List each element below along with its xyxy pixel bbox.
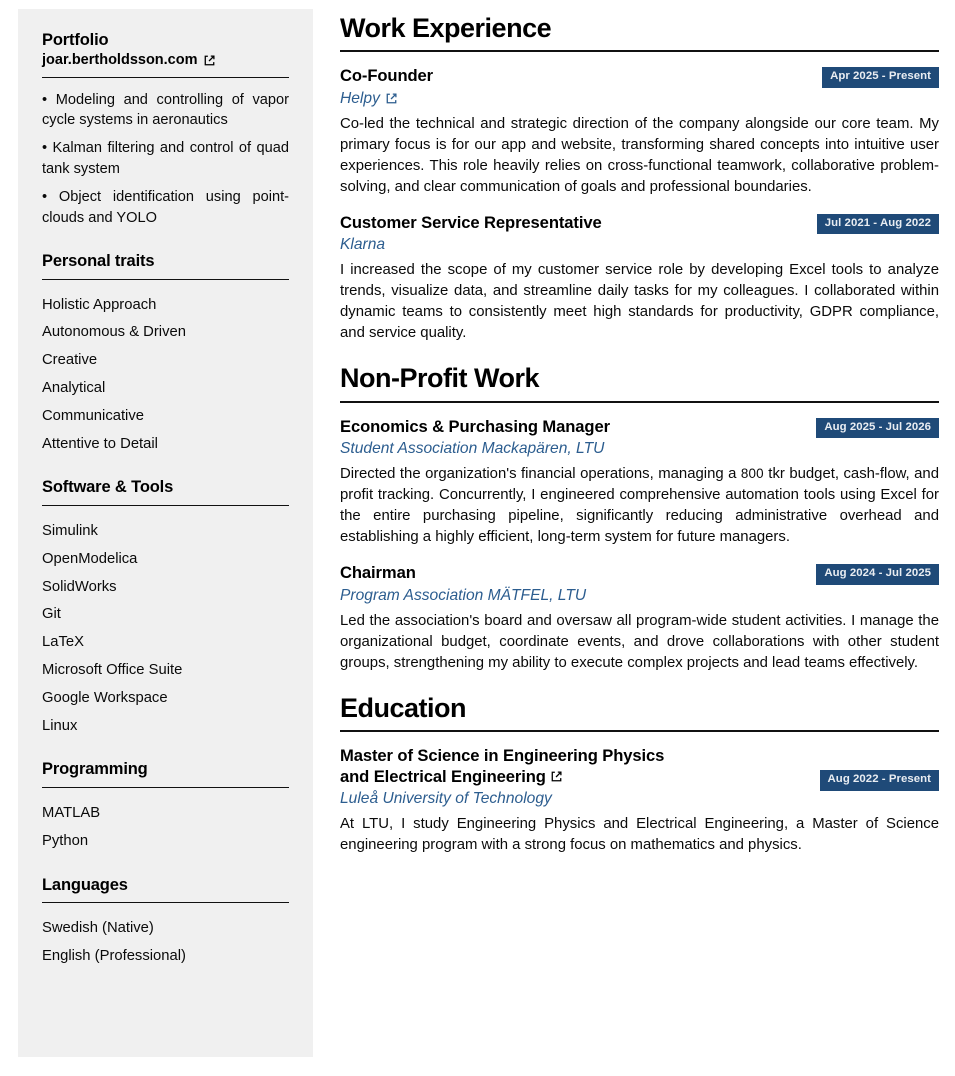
section-title-non-profit-work: Non-Profit Work (340, 363, 539, 394)
section-work-experience (340, 14, 939, 344)
company-name: Klarna (340, 236, 386, 254)
spacer (42, 460, 289, 478)
spacer (340, 344, 939, 364)
entry-description: I increased the scope of my customer service role by developing Excel tools to analyze trends, visualize data, and streamline daily tasks for my colleagues. I collaborated within dynamic teams to consistently meet high standards for productivity, GDPR compliance, and service quality. (340, 262, 939, 342)
job-title: Co-Founder (340, 66, 434, 86)
entry-description: Led the association's board and oversaw all program-wide student activities. I manage the organizational budget, coordinate events, and drove collaborations with other student groups, strengthening my ability to execute complex projects and lead teams effectively. (340, 612, 939, 671)
programming-list (42, 800, 289, 856)
list-item: Swedish (Native) (42, 920, 154, 936)
list-item: Analytical (42, 380, 106, 397)
section-education (340, 694, 939, 856)
list-item: • Kalman filtering and control of quad tank system (42, 140, 289, 177)
portfolio-heading: Portfolio (42, 31, 109, 49)
list-item: English (Professional) (42, 947, 186, 964)
languages-heading: Languages (42, 875, 128, 894)
entry-title-wrap (340, 213, 803, 256)
entry-title-wrap (340, 66, 808, 109)
date-badge: Aug 2022 - Present (820, 770, 939, 790)
organization-name: Program Association MÄTFEL, LTU (340, 586, 587, 604)
external-link-icon (203, 54, 216, 67)
list-item: Creative (42, 352, 98, 369)
list-item: Microsoft Office Suite (42, 662, 183, 678)
date-badge: Apr 2025 - Present (822, 67, 939, 87)
spacer (340, 674, 939, 694)
sidebar-section-languages (42, 876, 289, 971)
organization-name: Student Association Mackapären, LTU (340, 440, 605, 458)
list-item: Communicative (42, 407, 144, 424)
spacer (42, 742, 289, 760)
portfolio-url-label: joar.bertholdsson.com (42, 52, 198, 69)
sidebar (18, 9, 313, 1057)
sidebar-section-portfolio (42, 31, 289, 228)
divider (42, 902, 289, 903)
divider (42, 787, 289, 788)
spacer (42, 858, 289, 876)
list-item: • Modeling and controlling of vapor cycle systems in aeronautics (42, 91, 289, 129)
list-item: Autonomous & Driven (42, 324, 186, 341)
entry-header (340, 213, 939, 256)
divider (340, 401, 939, 403)
divider (340, 730, 939, 732)
desc-part-pre: Directed the organization's financial operations, managing a (340, 466, 741, 483)
list-item: MATLAB (42, 804, 101, 821)
list-item: Python (42, 832, 89, 849)
software-tools-heading: Software & Tools (42, 478, 174, 497)
sidebar-section-software-tools (42, 478, 289, 740)
degree-title (340, 746, 770, 786)
personal-traits-heading: Personal traits (42, 252, 155, 271)
list-item: Google Workspace (42, 689, 168, 706)
entry-header (340, 417, 939, 460)
work-entry-customer-service (340, 213, 939, 345)
entry-description: Co-led the technical and strategic direction of the company alongside our core team. My primary focus is for our app and website, transforming shared concepts into intuitive user experiences. This role heavily relies on cross-functional teamwork, collaborative problem-solving, and clear communication of goals and professional boundaries. (340, 115, 939, 195)
entry-description: At LTU, I study Engineering Physics and Electrical Engineering, a Master of Science engineering program with a strong focus on mathematics and physics. (340, 816, 939, 854)
nonprofit-entry-chairman (340, 563, 939, 674)
divider (42, 77, 289, 78)
job-title: Customer Service Representative (340, 212, 602, 232)
company-name-wrap (340, 235, 803, 255)
list-item: Linux (42, 717, 78, 734)
external-link-icon (385, 92, 398, 105)
divider (42, 505, 289, 506)
entry-header (340, 563, 939, 606)
entry-title-wrap (340, 417, 802, 460)
university-name: Luleå University of Technology (340, 789, 552, 807)
list-item: • Object identification using point-clouds and YOLO (42, 189, 289, 226)
list-item: SolidWorks (42, 578, 117, 595)
main-content (340, 14, 939, 856)
list-item: Attentive to Detail (42, 435, 158, 452)
list-item: LaTeX (42, 634, 84, 651)
company-name: Helpy (340, 89, 380, 107)
external-link-icon (550, 770, 563, 783)
date-badge: Jul 2021 - Aug 2022 (817, 214, 939, 234)
degree-line-1: Master of Science in Engineering Physics (340, 746, 665, 766)
list-item: OpenModelica (42, 550, 138, 567)
date-badge: Aug 2024 - Jul 2025 (816, 564, 939, 584)
portfolio-bullet-list (42, 90, 289, 229)
divider (42, 279, 289, 280)
software-tools-list (42, 518, 289, 741)
entry-description (340, 464, 939, 548)
budget-amount: 800 (740, 466, 764, 482)
entry-header (340, 66, 939, 109)
list-item: Git (42, 606, 61, 623)
date-badge: Aug 2025 - Jul 2026 (816, 418, 939, 438)
organization-name-wrap (340, 586, 802, 606)
university-name-wrap (340, 789, 806, 809)
personal-traits-list (42, 292, 289, 459)
section-non-profit-work (340, 364, 939, 673)
section-title-work-experience: Work Experience (340, 13, 552, 43)
sidebar-section-programming (42, 760, 289, 855)
languages-list (42, 915, 289, 971)
programming-heading: Programming (42, 760, 148, 779)
organization-name-wrap (340, 439, 802, 459)
spacer (42, 230, 289, 252)
job-title: Economics & Purchasing Manager (340, 416, 610, 436)
nonprofit-entry-economics-manager (340, 417, 939, 549)
job-title: Chairman (340, 563, 416, 583)
portfolio-link[interactable] (42, 51, 289, 69)
list-item: Holistic Approach (42, 296, 157, 313)
list-item: Simulink (42, 522, 98, 539)
section-title-education: Education (340, 692, 467, 723)
entry-header (340, 746, 939, 809)
education-entry-msc (340, 746, 939, 856)
company-link[interactable] (340, 89, 808, 109)
degree-line-2: and Electrical Engineering (340, 766, 546, 786)
desc-part-post: tkr budget, cash-flow, and profit tracking. Concurrently, I engineered comprehensive automation tools using Excel for the entire purchasing pipeline, significantly reducing administrative overhead and establishing a highly efficient, long-term system for future managers. (340, 466, 939, 546)
work-entry-co-founder (340, 66, 939, 198)
entry-title-wrap (340, 563, 802, 606)
divider (340, 50, 939, 52)
entry-title-wrap (340, 746, 806, 809)
sidebar-section-personal-traits (42, 252, 289, 458)
